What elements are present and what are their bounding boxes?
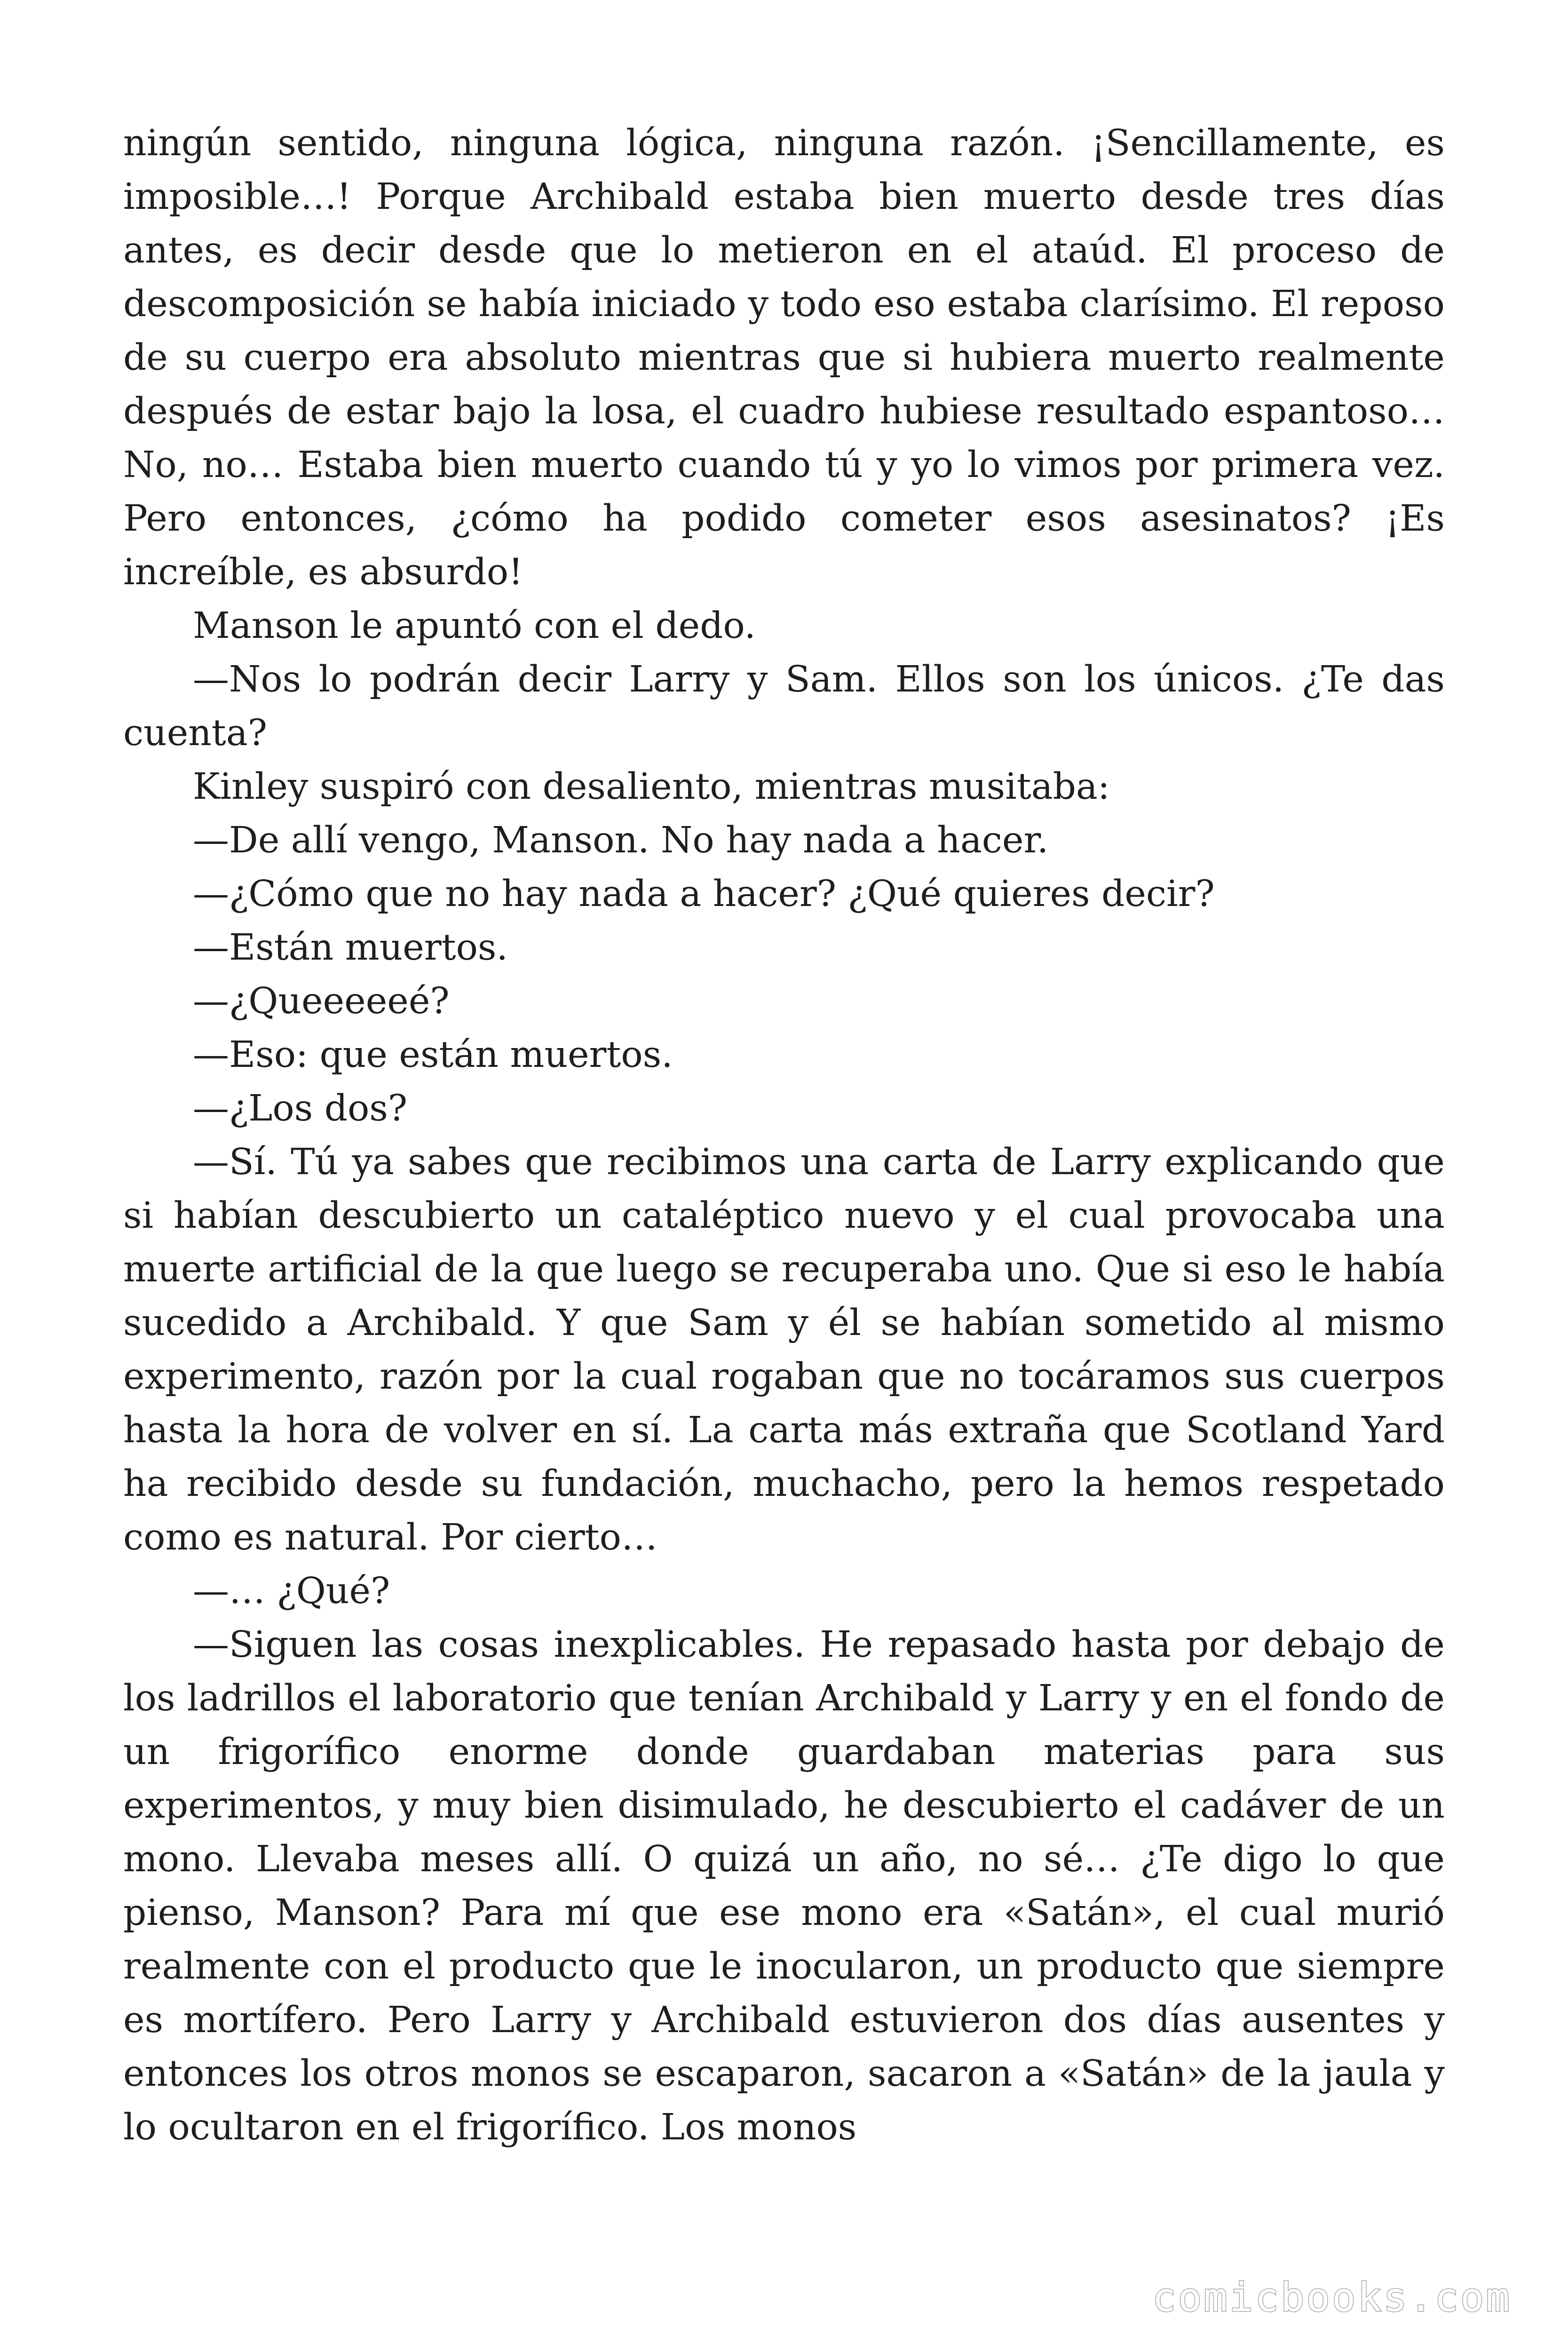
paragraph: Manson le apuntó con el dedo. xyxy=(193,605,756,647)
dialogue-line: —Están muertos. xyxy=(193,927,508,969)
dialogue-line: —¿Queeeeeé? xyxy=(193,980,450,1022)
paragraph-continued: ningún sentido, ninguna lógica, ninguna razón. ¡Sencillamente, es imposible…! Porque Archibald estaba bien muerto desde tres días antes, es decir desde que lo metieron en el ataúd. El proceso de descomposición se había iniciado y todo eso estaba clarísimo. El reposo de su cuerpo era absoluto mientras que si hubiera muerto realmente después de estar bajo la losa, el cuadro hubiese resultado espantoso… No, no… Estaba bien muerto cuando tú y yo lo vimos por primera vez. Pero entonces, ¿cómo ha podido cometer esos asesinatos? ¡Es increíble, es absurdo! xyxy=(123,122,1445,593)
dialogue-line: —¿Los dos? xyxy=(193,1088,408,1129)
dialogue-line: —Nos lo podrán decir Larry y Sam. Ellos son los únicos. ¿Te das cuenta? xyxy=(123,659,1445,754)
dialogue-line: —Eso: que están muertos. xyxy=(193,1034,673,1076)
dialogue-line: —¿Cómo que no hay nada a hacer? ¿Qué quieres decir? xyxy=(193,873,1215,915)
dialogue-line: —Sí. Tú ya sabes que recibimos una carta de Larry explicando que si habían descubierto un cataléptico nuevo y el cual provocaba una muerte artificial de la que luego se recuperaba uno. Que si eso le había sucedido a Archibald. Y que Sam y él se habían sometido al mismo experimento, razón por la cual rogaban que no tocáramos sus cuerpos hasta la hora de volver en sí. La carta más extraña que Scotland Yard ha recibido desde su fundación, muchacho, pero la hemos respetado como es natural. Por cierto… xyxy=(123,1141,1445,1558)
dialogue-line: —… ¿Qué? xyxy=(193,1570,390,1612)
paragraph: Kinley suspiró con desaliento, mientras musitaba: xyxy=(193,766,1110,808)
dialogue-line: —Siguen las cosas inexplicables. He repasado hasta por debajo de los ladrillos el laboratorio que tenían Archibald y Larry y en el fondo de un frigorífico enorme donde guardaban materias para sus experimentos, y muy bien disimulado, he descubierto el cadáver de un mono. Llevaba meses allí. O quizá un año, no sé… ¿Te digo lo que pienso, Manson? Para mí que ese mono era «Satán», el cual murió realmente con el producto que le inocularon, un producto que siempre es mortífero. Pero Larry y Archibald estuvieron dos días ausentes y entonces los otros monos se escaparon, sacaron a «Satán» de la jaula y lo ocultaron en el frigorífico. Los monos xyxy=(123,1624,1445,2148)
page-body xyxy=(123,117,1445,2154)
watermark: comicbooks.com xyxy=(1152,2274,1512,2320)
dialogue-line: —De allí vengo, Manson. No hay nada a hacer. xyxy=(193,819,1049,861)
